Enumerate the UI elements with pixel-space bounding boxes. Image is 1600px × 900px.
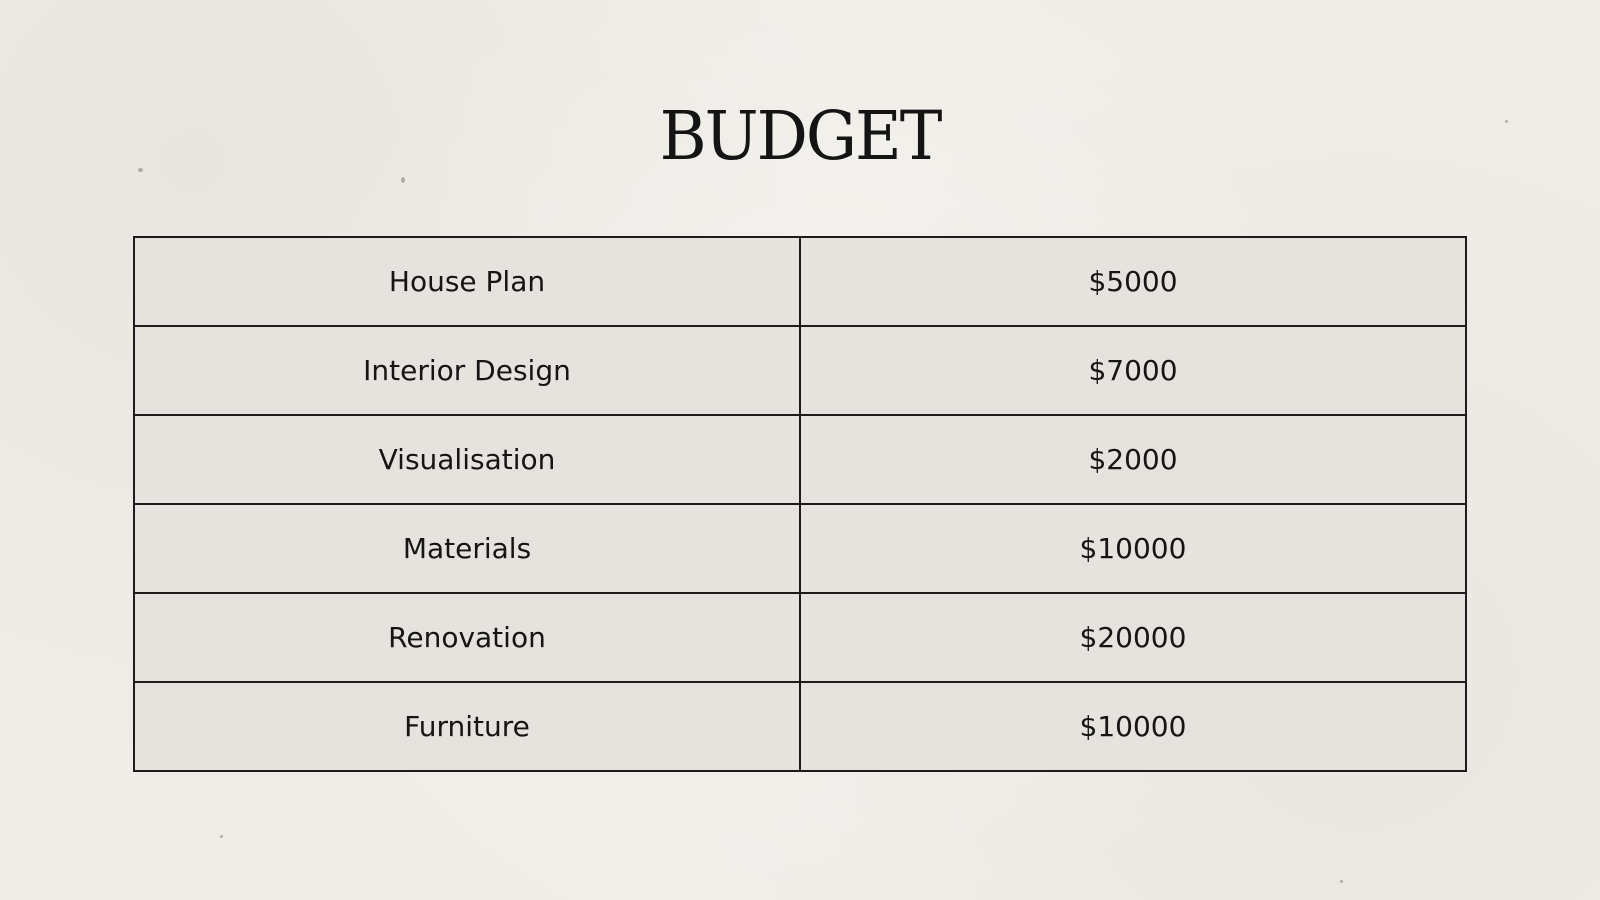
amount-cell: $2000 xyxy=(800,415,1466,504)
table-row xyxy=(134,504,1466,593)
amount-cell: $20000 xyxy=(800,593,1466,682)
table-row xyxy=(134,326,1466,415)
budget-table xyxy=(133,236,1467,772)
paper-speck xyxy=(220,835,223,838)
table-row xyxy=(134,415,1466,504)
amount-cell: $7000 xyxy=(800,326,1466,415)
paper-speck xyxy=(401,177,405,183)
paper-speck xyxy=(1340,880,1343,883)
item-cell: Interior Design xyxy=(134,326,800,415)
item-cell: Materials xyxy=(134,504,800,593)
item-cell: House Plan xyxy=(134,237,800,326)
amount-cell: $5000 xyxy=(800,237,1466,326)
table-row xyxy=(134,593,1466,682)
item-cell: Renovation xyxy=(134,593,800,682)
table-row xyxy=(134,682,1466,771)
amount-cell: $10000 xyxy=(800,682,1466,771)
item-cell: Visualisation xyxy=(134,415,800,504)
page-title: BUDGET xyxy=(659,98,941,176)
amount-cell: $10000 xyxy=(800,504,1466,593)
table-row xyxy=(134,237,1466,326)
item-cell: Furniture xyxy=(134,682,800,771)
